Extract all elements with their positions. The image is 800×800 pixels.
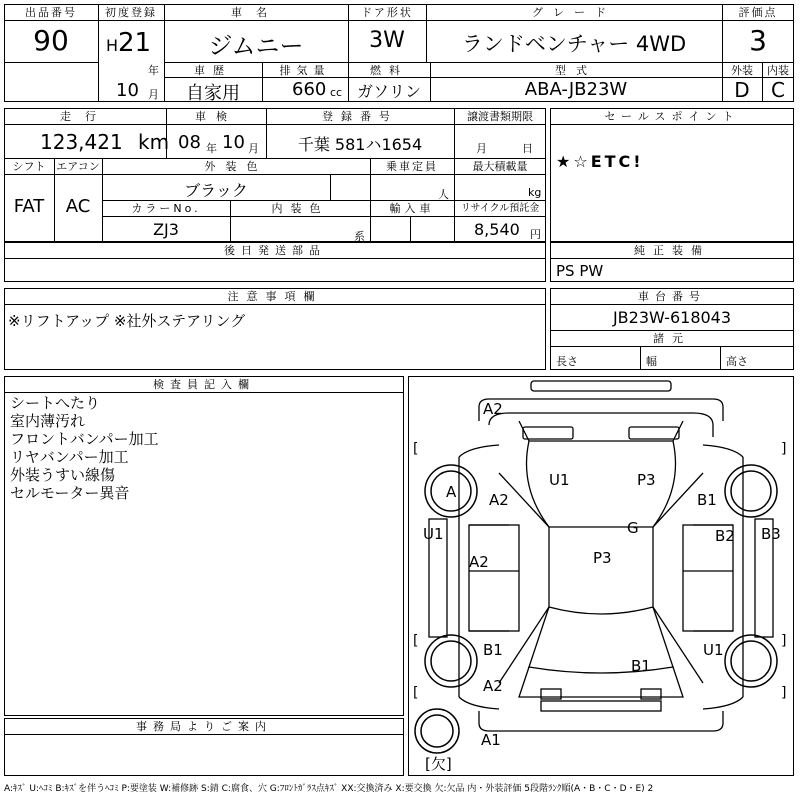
transfer-day-unit: 日	[522, 142, 533, 155]
damage-mark: B1	[631, 657, 651, 675]
inspector-note: リヤバンパー加工	[10, 448, 129, 466]
exterior-label: 外装	[731, 64, 753, 77]
recycle-label: リサイクル預託金	[460, 203, 540, 214]
model-label: 型式	[555, 64, 597, 77]
inspector-note: シートへたり	[10, 394, 101, 412]
lot-number: 90	[33, 24, 69, 57]
color: ブラック	[184, 181, 248, 200]
damage-mark: P3	[593, 549, 612, 567]
mileage: 123,421	[40, 130, 123, 154]
grade: ランドベンチャー 4WD	[461, 32, 687, 56]
damage-mark: G	[627, 519, 639, 537]
load-unit: kg	[528, 186, 542, 199]
car-diagram-svg	[409, 377, 793, 775]
caution-text: ※リフトアップ ※社外ステアリング	[8, 312, 246, 330]
displacement: 660	[292, 79, 327, 100]
damage-mark: U1	[703, 641, 724, 659]
office-label: 事務局よりご案内	[136, 720, 272, 733]
damage-mark: A1	[481, 731, 501, 749]
damage-mark: A	[446, 483, 457, 501]
specs-label: 諸元	[653, 332, 691, 345]
damage-mark: A2	[469, 553, 489, 571]
year-unit: 年	[148, 64, 159, 77]
damage-mark: B2	[715, 527, 735, 545]
score: 3	[749, 24, 767, 57]
import-label: 輸入車	[389, 202, 435, 215]
history: 自家用	[186, 83, 240, 104]
caution-label: 注意事項欄	[227, 290, 323, 303]
svg-text:[: [	[413, 633, 419, 649]
damage-mark: P3	[637, 471, 656, 489]
inspector-note: 外装うすい線傷	[10, 466, 116, 484]
inspector-notes	[10, 394, 159, 502]
reg-year: 21	[118, 28, 152, 58]
load-label: 最大積載量	[472, 160, 528, 173]
mileage-unit: km	[138, 130, 170, 154]
door-label: ドア形状	[361, 6, 413, 19]
inspector-label: 検査員記入欄	[153, 378, 255, 391]
ac: AC	[65, 196, 91, 217]
recycle-unit: 円	[530, 228, 541, 241]
recycle-fee: 8,540	[474, 220, 520, 239]
inspection-year: 08	[178, 132, 201, 153]
inspection-year-unit: 年	[206, 142, 217, 155]
fuel: ガソリン	[356, 82, 421, 101]
int-color-unit: 系	[354, 230, 365, 243]
displacement-unit: cc	[330, 86, 343, 99]
damage-mark: A2	[483, 400, 503, 418]
sales-point-label: セールスポイント	[604, 110, 740, 123]
exterior-grade: D	[734, 78, 750, 102]
displacement-label: 排気量	[279, 64, 331, 77]
interior-grade: C	[771, 78, 785, 102]
later-parts-label: 後日発送部品	[224, 244, 326, 257]
reg-month: 10	[116, 80, 139, 101]
damage-mark: A2	[483, 677, 503, 695]
inspector-note: セルモーター異音	[10, 484, 130, 502]
inspection-label: 車検	[195, 110, 237, 123]
score-label: 評価点	[738, 6, 778, 19]
damage-mark: B3	[761, 525, 781, 543]
month-unit: 月	[148, 88, 159, 101]
plate-label: 登録番号	[322, 110, 398, 123]
damage-mark: U1	[549, 471, 570, 489]
history-label: 車歴	[194, 64, 232, 77]
capacity-unit: 人	[438, 188, 449, 201]
shift: FAT	[13, 196, 45, 217]
inspection-month-unit: 月	[248, 142, 259, 155]
genuine-label: 純正装備	[634, 244, 710, 257]
first-reg-label: 初度登録	[105, 6, 157, 19]
lot-label: 出品番号	[25, 6, 77, 19]
grade-label: グレード	[532, 6, 616, 19]
car-name-label: 車名	[231, 6, 281, 19]
damage-mark: A2	[489, 491, 509, 509]
color-label: 外装色	[204, 160, 268, 173]
damage-mark: U1	[423, 525, 444, 543]
chassis-label: 車台番号	[638, 290, 706, 303]
model: ABA-JB23W	[524, 79, 628, 100]
svg-text:[: [	[413, 441, 419, 457]
plate-number: 千葉 581ハ1654	[297, 135, 423, 154]
sales-point-box	[550, 108, 794, 242]
spare-tire-label: [欠]	[425, 755, 452, 773]
era: H	[106, 36, 119, 55]
svg-text:]: ]	[781, 441, 787, 457]
transfer-month-unit: 月	[476, 142, 487, 155]
shift-label: シフト	[12, 160, 46, 173]
genuine-equipment: PS PW	[556, 262, 604, 280]
inspector-note: フロントバンパー加工	[10, 430, 159, 448]
svg-text:]: ]	[781, 685, 787, 701]
svg-text:[: [	[413, 685, 419, 701]
legend: A:ｷｽﾞ U:ﾍｺﾐ B:ｷｽﾞを伴うﾍｺﾐ P:要塗装 W:補修跡 S:錆 C:腐食、穴 G:ﾌﾛﾝﾄｶﾞﾗｽ点ｷｽﾞ XX:交換済み X:要交換 欠:欠品 内・外装評価 5段階ﾗﾝｸ順(A・B・C・D・E) 2	[4, 784, 654, 794]
mileage-label: 走行	[60, 110, 110, 123]
damage-mark: B1	[483, 641, 503, 659]
inspection-month: 10	[222, 132, 245, 153]
int-color-label: 内装色	[271, 202, 329, 215]
ac-label: エアコン	[56, 160, 100, 173]
svg-text:]: ]	[781, 633, 787, 649]
width-label: 幅	[646, 355, 657, 368]
length-label: 長さ	[556, 355, 578, 368]
height-label: 高さ	[726, 355, 748, 368]
car-name: ジムニー	[208, 32, 304, 60]
door-type: 3W	[369, 28, 405, 53]
car-diagram	[408, 376, 794, 776]
inspector-note: 室内薄汚れ	[10, 412, 86, 430]
transfer-label: 譲渡書類期限	[467, 110, 533, 123]
fuel-label: 燃料	[370, 64, 408, 77]
damage-mark: B1	[697, 491, 717, 509]
color-no-label: カラーNo.	[131, 202, 201, 215]
color-no: ZJ3	[153, 220, 179, 239]
details-table	[4, 108, 546, 242]
chassis-number: JB23W-618043	[612, 308, 732, 327]
sales-point: ★☆ETC!	[556, 152, 644, 171]
capacity-label: 乗車定員	[386, 160, 438, 173]
interior-label: 内装	[767, 64, 789, 77]
